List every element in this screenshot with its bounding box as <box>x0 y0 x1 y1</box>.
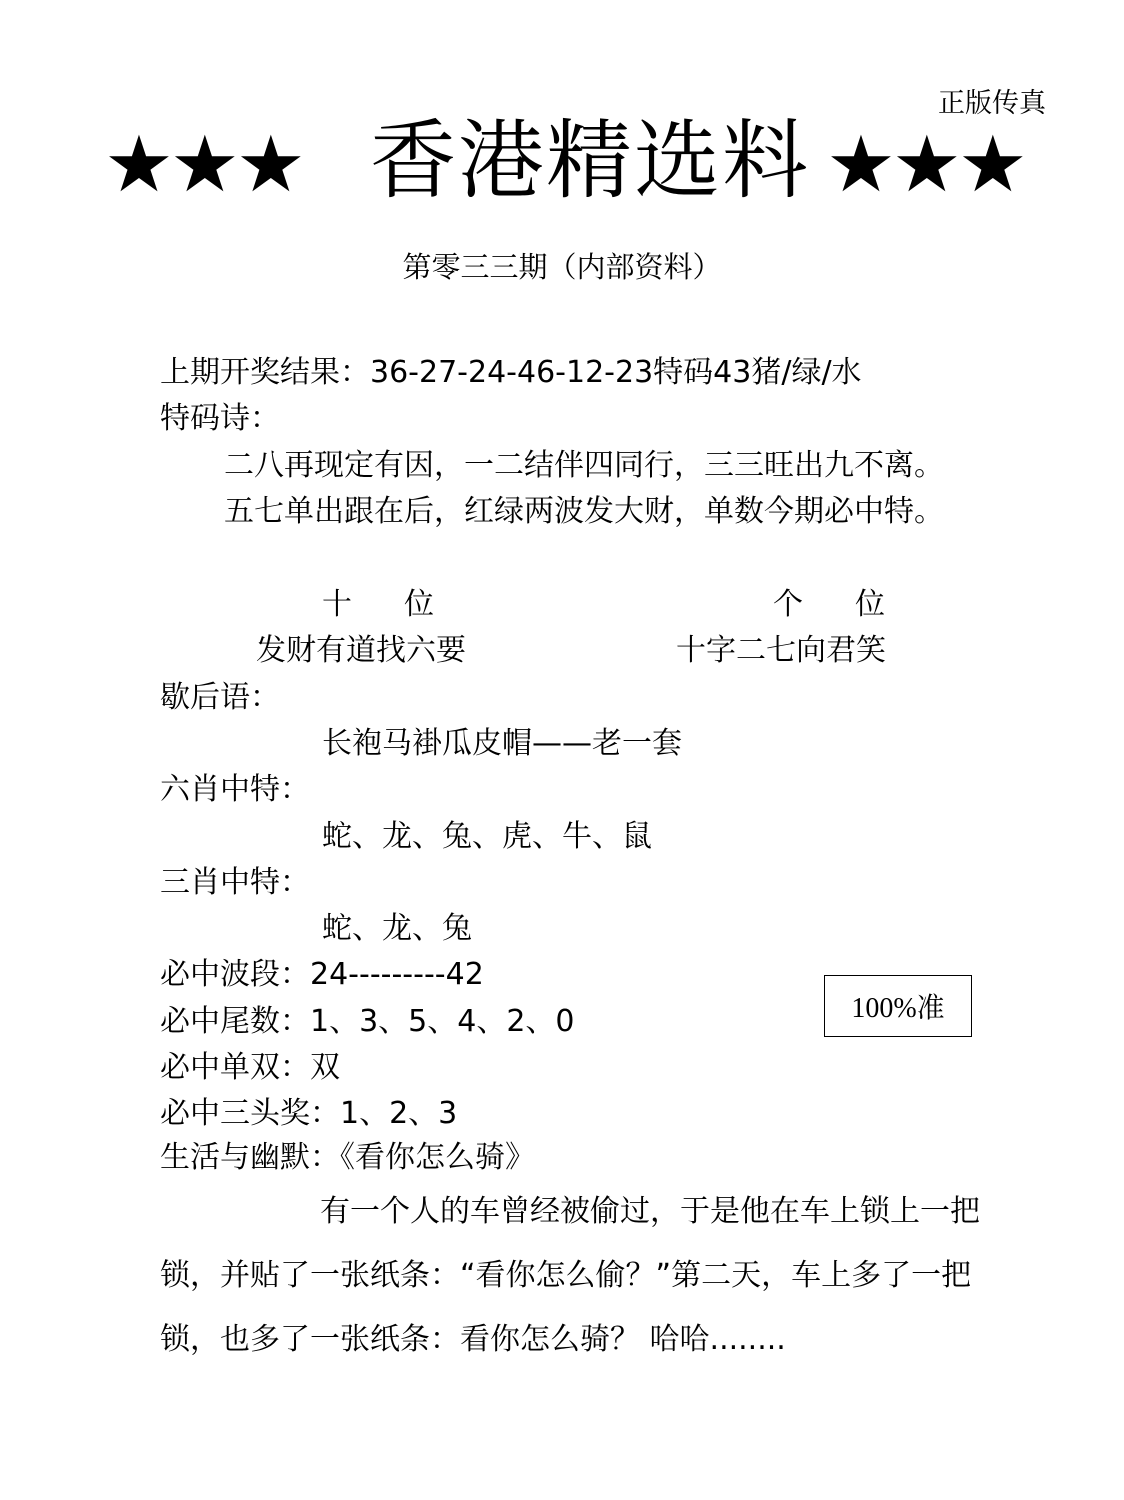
page-title: 香港精选料 <box>370 111 810 211</box>
wave-line <box>160 957 484 992</box>
six-zodiac-label: 六肖中特： <box>160 772 310 807</box>
stars-left: ★★★ <box>104 120 302 210</box>
odd-even-line <box>160 1050 340 1085</box>
humor-story-text: 有一个人的车曾经被偷过，于是他在车上锁上一把锁，并贴了一张纸条：“看你怎么偷？”第二天，车上多了一把锁，也多了一张纸条：看你怎么骑？ 哈哈........ <box>160 1194 980 1357</box>
stars-right: ★★★ <box>826 120 1024 210</box>
humor-story <box>160 1180 1020 1372</box>
ones-label: 个位 <box>773 587 937 622</box>
three-heads-line <box>160 1096 458 1131</box>
poem-line-1: 二八再现定有因，一二结伴四同行，三三旺出九不离。 <box>224 448 944 483</box>
three-heads-value: 1、2、3 <box>340 1096 458 1131</box>
three-zodiac-label: 三肖中特： <box>160 865 310 900</box>
tail-line <box>160 1004 575 1039</box>
three-zodiac-value: 蛇、龙、兔 <box>322 911 472 946</box>
title-row <box>0 111 1124 228</box>
three-heads-label: 必中三头奖： <box>160 1096 340 1131</box>
tail-label: 必中尾数： <box>160 1004 310 1039</box>
accuracy-badge: 100%准 <box>824 975 972 1037</box>
xiehouyu-label: 歇后语： <box>160 680 280 715</box>
last-result-value: 36-27-24-46-12-23特码43猪/绿/水 <box>370 355 862 390</box>
issue-subtitle: 第零三三期（内部资料） <box>402 250 722 284</box>
humor-label: 生活与幽默： <box>160 1140 340 1175</box>
poem-line-2: 五七单出跟在后，红绿两波发大财，单数今期必中特。 <box>224 494 944 529</box>
odd-even-label: 必中单双： <box>160 1050 310 1085</box>
wave-label: 必中波段： <box>160 957 310 992</box>
humor-heading <box>160 1140 535 1175</box>
xiehouyu-text: 长袍马褂瓜皮帽——老一套 <box>322 726 682 761</box>
poem-label: 特码诗： <box>160 401 280 436</box>
wave-value: 24---------42 <box>310 957 484 992</box>
corner-label: 正版传真 <box>938 88 1046 119</box>
last-result-line <box>160 355 862 390</box>
six-zodiac-value: 蛇、龙、兔、虎、牛、鼠 <box>322 819 652 854</box>
odd-even-value: 双 <box>310 1050 340 1085</box>
last-result-label: 上期开奖结果： <box>160 355 370 390</box>
tens-hint: 发财有道找六要 <box>256 633 466 668</box>
tail-value: 1、3、5、4、2、0 <box>310 1004 575 1039</box>
humor-title: 《看你怎么骑》 <box>340 1140 535 1175</box>
tens-label: 十位 <box>322 587 486 622</box>
ones-hint: 十字二七向君笑 <box>676 633 886 668</box>
